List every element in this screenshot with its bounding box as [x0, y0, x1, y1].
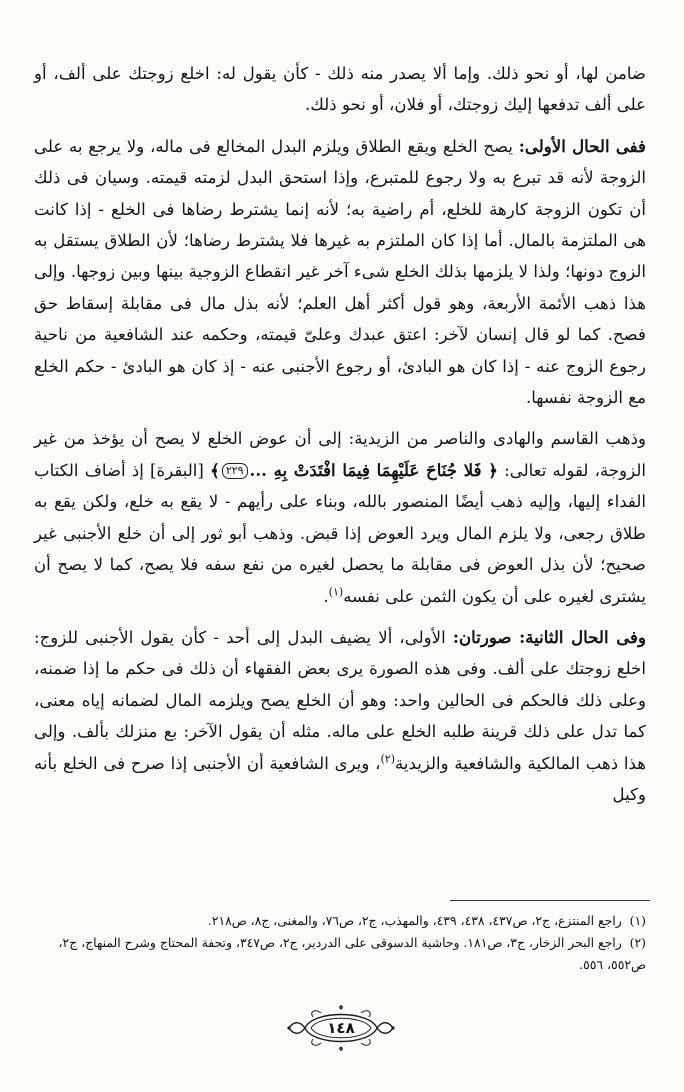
page-number-ornament — [285, 1004, 397, 1052]
footnote-1-text: راجع المنتزع، ج٢، ص٤٣٧، ٤٣٨، ٤٣٩، والمهذب، ج٢، ص٧٦، والمغنى، ج٨، ص٢١٨. — [207, 913, 622, 928]
footnote-1-number: (١) — [629, 913, 646, 928]
footnote-separator — [450, 900, 650, 901]
footnote-1 — [34, 910, 646, 932]
paragraph-2 — [34, 131, 646, 414]
paragraph-1 — [34, 58, 646, 121]
paragraph-1-text: ضامن لها، أو نحو ذلك. وإما ألا يصدر منه ذلك - كأن يقول له: اخلع زوجتك على ألف، أو على ألف تدفعها إليك زوجتك، أو فلان، أو نحو ذلك. — [34, 64, 646, 115]
footnote-2-text: راجع البحر الزخار، ج٣، ص١٨١. وحاشية الدسوقى على الدردير، ج٢، ص٣٤٧، وتحفة المحتاج وشرح المنهاج، ج٢، ص٥٥٢، ٥٥٦. — [58, 935, 646, 972]
footnotes — [34, 910, 646, 976]
footnote-ref-1[interactable]: (١) — [328, 584, 344, 598]
paragraph-4 — [34, 622, 646, 810]
ayah-number-badge: ٢٢٩ — [222, 463, 248, 479]
paragraph-3-text-after: [البقرة] إذ أضاف الكتاب الفداء إليها، وإليه ذهب أيضًا المنصور بالله، وبناء على رأيهم - لا يقع به خلع، ولكن يقع به طلاق رجعى، ولا يلزم المال ويرد العوض إذا قبض. وذهب أبو ثور إلى أن خلع الأجنبى غير صحيح؛ لأن بذل العوض فى مقابلة ما يحصل لغيره من نفع سفه فلا يصح، كما لا يصح أن يشترى لغيره على أن يكون الثمن على نفسه — [34, 460, 646, 606]
paragraph-4-text-after: ، ويرى الشافعية أن الأجنبى إذا صرح فى الخلع بأنه وكيل — [34, 753, 646, 804]
paragraph-4-text-before: الأولى، ألا يضيف البدل إلى أحد - كأن يقول الأجنبى للزوج: اخلع زوجتك على ألف. وفى هذه الصورة يرى بعض الفقهاء أن ذلك فى حكم ما إذا ضمنه، وعلى ذلك فالحكم فى الحالين واحد: وهو أن الخلع يصح ويلزمه المال لضمانه إياه معنى، كما تدل على ذلك قرينة طلبه الخلع على ماله. مثله أن يقول الآخر: بع منزلك بألف. وإلى هذا ذهب المالكية والشافعية والزيدية — [34, 627, 646, 773]
paragraph-3 — [34, 423, 646, 611]
quran-close-bracket: ﴾ — [210, 459, 220, 480]
footnote-2-number: (٢) — [629, 935, 646, 950]
quran-verse: ﴿ فَلا جُنَاحَ عَلَيْهِمَا فِيمَا افْتَدَتْ بِهِ ... — [249, 459, 498, 480]
footnote-ref-2[interactable]: (٢) — [380, 752, 395, 765]
paragraph-3-end: . — [323, 586, 329, 606]
paragraph-2-text: يصح الخلع ويقع الطلاق ويلزم البدل المخالع فى ماله، ولا يرجع به على الزوجة لأنه قد تبرع به ولا رجوع للمتبرع، وإذا استحق البدل لزمته قيمته. وسيان فى ذلك أن تكون الزوجة كارهة للخلع، أم راضية به؛ لأنه إنما يشترط رضاها فى الخلع - إذا كانت هى الملتزمة بالمال. أما إذا كان الملتزم به غيرها فلا يشترط رضاها؛ لأن الطلاق يستقل به الزوج دونها؛ ولذا لا يلزمها بذلك الخلع شىء آخر غير انقطاع الزوجية بينها وبين زوجها. وإلى هذا ذهب الأئمة الأربعة، وهو قول أكثر أهل العلم؛ لأنه بذل مال فى مقابلة إسقاط حق فصح. كما لو قال إنسان لآخر: اعتق عبدك وعلىّ قيمته، وحكمه عند الشافعية من ناحية رجوع الزوج عنه - إذا كان هو البادئ، أو رجوع الأجنبى عنه - إذ كان هو البادئ - حكم الخلع مع الزوجة نفسها. — [34, 136, 646, 408]
paragraph-2-heading: ففى الحال الأولى: — [518, 135, 646, 156]
page-number: ١٤٨ — [327, 1019, 355, 1037]
page-body — [34, 58, 646, 820]
footnote-2 — [34, 932, 646, 976]
paragraph-3-text-before: وذهب القاسم والهادى والناصر من الزيدية: إلى أن عوض الخلع لا يصح أن يؤخذ من غير الزوجة، لقوله تعالى: — [34, 429, 646, 480]
paragraph-4-heading: وفى الحال الثانية: صورتان: — [452, 626, 646, 647]
